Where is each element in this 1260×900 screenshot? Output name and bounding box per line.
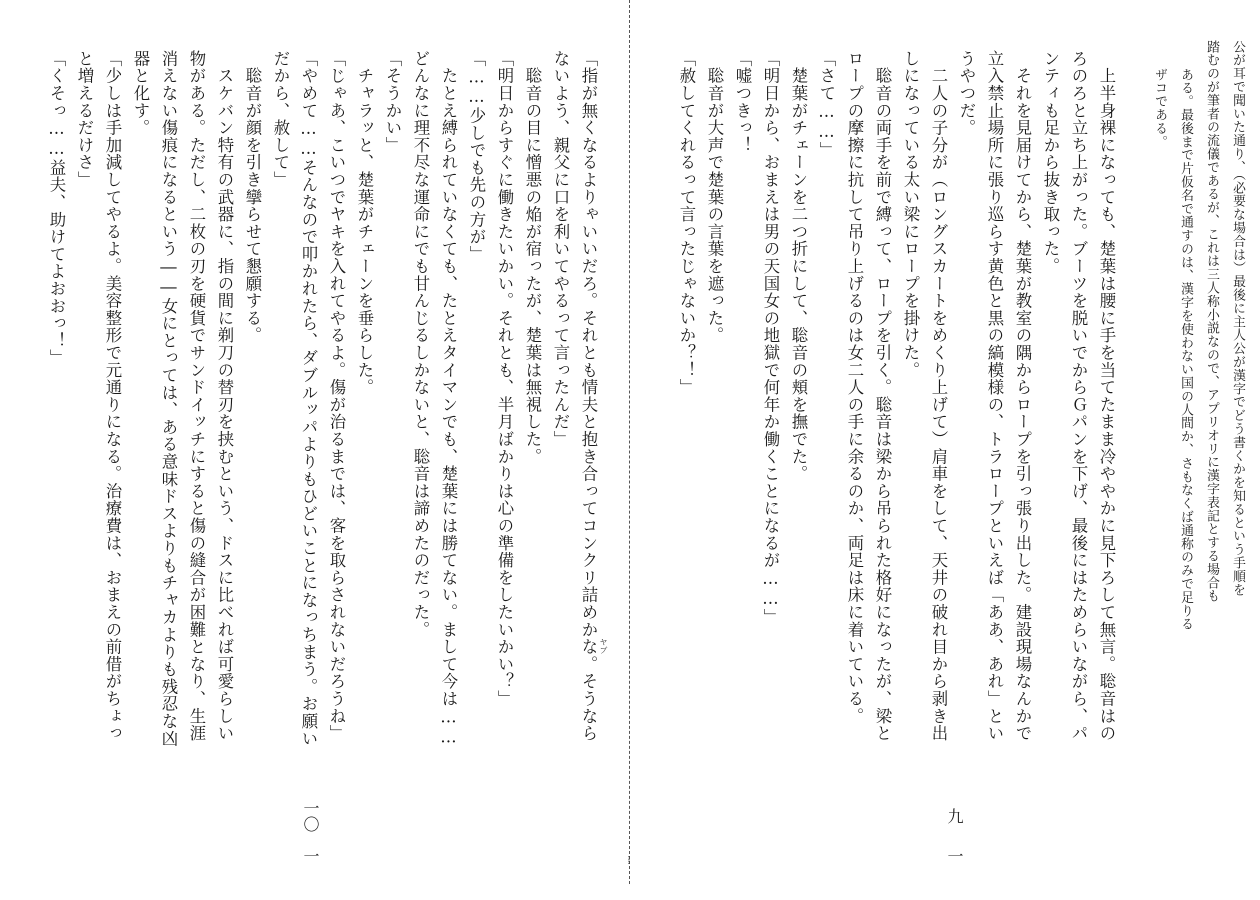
body-text-line: 「明日から、おまえは男の天国女の地獄で何年か働くことになるが……」	[761, 50, 780, 627]
body-text-line: 「そうかい」	[383, 50, 402, 154]
body-text-line: 「指が無くなるよりゃいいだろ。それとも情夫と抱き合ってコンクリ詰めかな。そうなら	[579, 50, 598, 742]
body-text-line: チャラッと、楚葉がチェーンを垂らした。	[355, 50, 374, 396]
body-text-line: 「……少しでも先の方が」	[467, 50, 486, 263]
body-text-line: しになっている太い梁にロープを掛けた。	[901, 50, 920, 379]
spine-mark: ⁞	[627, 853, 631, 867]
body-text-line: 聡音の両手を前で縛って、ロープを引く。聡音は梁から吊られた格好になったが、梁と	[873, 50, 892, 742]
body-text-line: 「じゃあ、こいつでヤキを入れてやるよ。傷が治るまでは、客を取らされないだろうね」	[327, 50, 346, 742]
footnote-line: ある。最後まで片仮名で通すのは、漢字を使わない国の人間か、さもなくば通称のみで足りる	[1178, 68, 1193, 631]
body-text-line: それを見届けてから、楚葉が教室の隅からロープを引っ張り出した。建設現場なんかで	[1013, 50, 1032, 742]
body-text-line: と増えるだけさ」	[75, 50, 94, 189]
body-text-line: 聡音が顔を引き攣らせて懇願する。	[243, 50, 262, 345]
body-text-line: 「さて……」	[817, 50, 836, 159]
body-text-line: 「くそっ……益夫、助けてよおおっ！」	[47, 50, 66, 367]
page-number: 一〇	[301, 800, 320, 832]
body-text-line: だから、赦して」	[271, 50, 290, 189]
spine-divider	[629, 0, 630, 884]
left-page	[0, 0, 628, 900]
footnote-line: 踏むのが筆者の流儀であるが、これは三人称小説なので、アプリオリに漢字表記とする場合も	[1204, 40, 1219, 603]
body-text-line: 二人の子分が（ロングスカートをめくり上げて）肩車をして、天井の破れ目から剥き出	[929, 50, 948, 742]
body-text-line: スケバン特有の武器に、指の間に剃刀の替刃を挟むという、ドスに比べれば可愛らしい	[215, 50, 234, 742]
footnote-line: ザコである。	[1152, 68, 1167, 149]
body-text-line: 「やめて……そんなので叩かれたら、ダブルッパよりもひどいことになっちまう。お願い	[299, 50, 318, 748]
body-text-line: 聡音の目に憎悪の焔が宿ったが、楚葉は無視した。	[523, 50, 542, 466]
body-text-line: うやつだ。	[957, 50, 976, 137]
page-number-sub: 一	[945, 848, 964, 864]
body-text-line: 楚葉がチェーンを二つ折にして、聡音の頬を撫でた。	[789, 50, 808, 483]
body-text-line: 「赦してくれるって言ったじゃないか？！」	[677, 50, 696, 396]
body-text-line: ロープの摩擦に抗して吊り上げるのは女二人の手に余るのか、両足は床に着いている。	[845, 50, 864, 725]
right-page	[632, 0, 1260, 900]
body-text-line: どんなに理不尽な運命にでも甘んじるしかないと、聡音は諦めたのだった。	[411, 50, 430, 639]
body-text-line: ろのろと立ち上がった。ブーツを脱いでからＧパンを下げ、最後にはためらいながら、パ	[1069, 50, 1088, 742]
body-text-line: 上半身裸になっても、楚葉は腰に手を当てたまま冷ややかに見下ろして無言。聡音はの	[1097, 50, 1116, 742]
ruby-annotation: ヤブ	[599, 638, 608, 654]
page-number: 九	[945, 808, 964, 824]
body-text-line: 「明日からすぐに働きたいかい。それとも、半月ばかりは心の準備をしたいかい？」	[495, 50, 514, 708]
body-text-line: 聡音が大声で楚葉の言葉を遮った。	[705, 50, 724, 345]
body-text-line: 「少しは手加減してやるよ。美容整形で元通りになる。治療費は、おまえの前借がちょっ	[103, 50, 122, 742]
body-text-line: 器と化す。	[131, 50, 150, 137]
body-text-line: 「嘘つきっ！	[733, 50, 752, 154]
body-text-line: 立入禁止場所に張り巡らす黄色と黒の縞模様の、トラロープといえば「ああ、あれ」とい	[985, 50, 1004, 742]
body-text-line: ないよう、親父に口を利いてやるって言ったんだ」	[551, 50, 570, 448]
footnote-line: 公が耳で聞いた通り、（必要な場合は）最後に主人公が漢字でどう書くかを知るという手順を	[1230, 40, 1245, 597]
body-text-line: ンティも足から抜き取った。	[1041, 50, 1060, 275]
body-text-line: 消えない傷痕になるという――女にとっては、ある意味ドスよりもチャカよりも残忍な凶	[159, 50, 178, 748]
body-text-line: 物がある。ただし、二枚の刃を硬貨でサンドイッチにすると傷の縫合が困難となり、生涯	[187, 50, 206, 742]
body-text-line: たとえ縛られていなくても、たとえタイマンでも、楚葉には勝てない。まして今は……	[439, 50, 458, 748]
page-number-sub: 一	[301, 848, 320, 864]
